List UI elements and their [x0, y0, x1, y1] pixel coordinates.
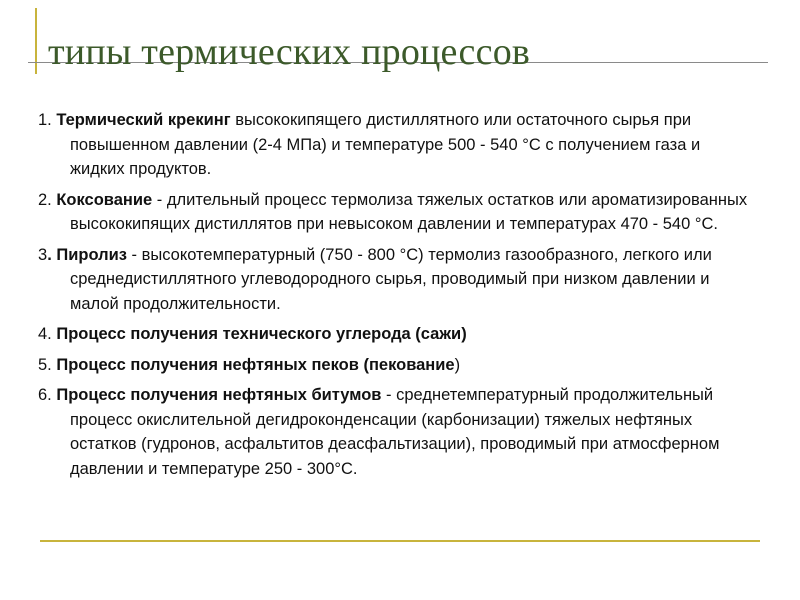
- item-term: Коксование: [56, 190, 153, 209]
- item-number: 2.: [38, 190, 57, 209]
- item-term: Процесс получения нефтяных битумов: [56, 386, 382, 404]
- list-item: [38, 108, 758, 182]
- list-item: [38, 383, 758, 481]
- item-description: - высокотемпературный (750 - 800 °С) термолиз газообразного, легкого или среднедистиллятного углеводородного сырья, проводимый при низком давлении и малой продолжительности.: [70, 245, 712, 313]
- list-item: [38, 188, 758, 237]
- list-item: [38, 243, 758, 317]
- item-description: ): [454, 355, 461, 374]
- process-list: [38, 108, 758, 487]
- list-item: [38, 353, 758, 378]
- item-number: 1.: [38, 111, 57, 129]
- item-term: . Пиролиз: [47, 245, 127, 264]
- title-accent-vertical-line: [35, 8, 37, 74]
- slide-title: типы термических процессов: [48, 31, 531, 73]
- item-description: высококипящего дистиллятного или остаточного сырья при повышенном давлении (2-4 МПа) и температуре 500 - 540 °С с получением газа и жидких продуктов.: [70, 111, 701, 178]
- item-number: 4.: [38, 325, 57, 343]
- item-number: 5.: [38, 355, 57, 374]
- item-term: Процесс получения нефтяных пеков (пекование: [56, 355, 455, 374]
- item-number: 3: [38, 245, 48, 264]
- item-term: Процесс получения технического углерода (сажи): [56, 325, 467, 343]
- item-description: - длительный процесс термолиза тяжелых остатков или ароматизированных высококипящих дистиллятов при невысоком давлении и температурах 470 - 540 °С.: [70, 190, 748, 233]
- item-term: Термический крекинг: [56, 111, 231, 129]
- item-number: 6.: [38, 386, 57, 404]
- item-description: - среднетемпературный продолжительный процесс окислительной дегидроконденсации (карбонизации) тяжелых нефтяных остатков (гудронов, асфальтитов деасфальтизации), проводимый при атмосферном давлении и температуре 250 - 300°С.: [70, 386, 720, 478]
- list-item: [38, 322, 758, 347]
- footer-rule: [40, 540, 760, 542]
